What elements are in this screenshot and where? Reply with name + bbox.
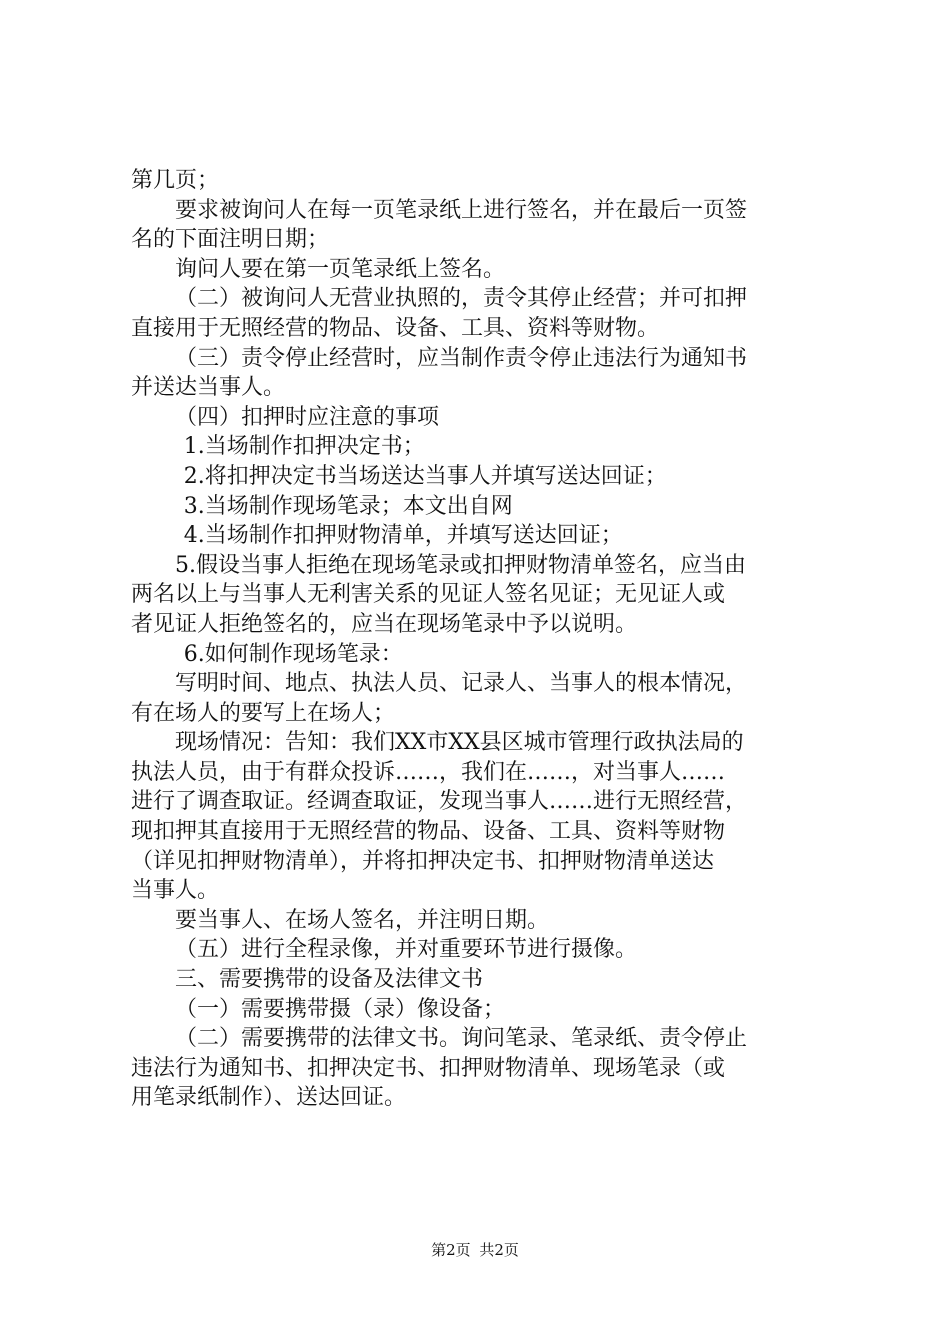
text-line: 要求被询问人在每一页笔录纸上进行签名，并在最后一页签 (175, 197, 748, 223)
page-total: 共2页 (479, 1241, 519, 1259)
text-line: （详见扣押财物清单），并将扣押决定书、扣押财物清单送达 (131, 848, 715, 874)
text-line: （二）被询问人无营业执照的，责令其停止经营；并可扣押 (175, 286, 748, 312)
text-line: （五）进行全程录像，并对重要环节进行摄像。 (175, 937, 638, 963)
text-line: 写明时间、地点、执法人员、记录人、当事人的根本情况， (175, 671, 748, 697)
text-line: 第几页； (131, 168, 220, 193)
text-line: 现场情况：告知：我们XX市XX县区城市管理行政执法局的 (175, 730, 744, 756)
text-line: 3.当场制作现场笔录；本文出自网 (183, 493, 513, 519)
text-line: 进行了调查取证。经调查取证，发现当事人……进行无照经营， (131, 789, 748, 815)
text-line: 者见证人拒绝签名的，应当在现场笔录中予以说明。 (131, 611, 638, 637)
text-line: （二）需要携带的法律文书。询问笔录、笔录纸、责令停止 (175, 1026, 748, 1052)
text-line: 5.假设当事人拒绝在现场笔录或扣押财物清单签名，应当由 (175, 552, 746, 578)
text-line: 有在场人的要写上在场人； (131, 700, 396, 726)
text-line: 6.如何制作现场笔录： (183, 641, 403, 667)
text-line: （四）扣押时应注意的事项 (175, 404, 440, 430)
page-number: 第2页 (431, 1241, 471, 1259)
text-line: 违法行为通知书、扣押决定书、扣押财物清单、现场笔录（或 (131, 1055, 726, 1081)
text-line: 两名以上与当事人无利害关系的见证人签名见证；无见证人或 (131, 582, 726, 608)
text-line: 并送达当事人。 (131, 375, 286, 401)
text-line: 要当事人、在场人签名，并注明日期。 (175, 907, 550, 933)
text-line: （三）责令停止经营时，应当制作责令停止违法行为通知书 (175, 345, 748, 371)
text-line: 2.将扣押决定书当场送达当事人并填写送达回证； (183, 463, 667, 489)
text-line: 4.当场制作扣押财物清单，并填写送达回证； (183, 523, 623, 549)
text-line: 1.当场制作扣押决定书； (183, 434, 425, 460)
text-line: 执法人员，由于有群众投诉……，我们在……，对当事人…… (131, 759, 726, 785)
document-body (131, 166, 835, 1113)
text-line: 名的下面注明日期； (131, 227, 330, 253)
text-line: 三、需要携带的设备及法律文书 (175, 967, 484, 993)
text-line: 直接用于无照经营的物品、设备、工具、资料等财物。 (131, 315, 660, 341)
text-line: 当事人。 (131, 878, 220, 904)
text-line: 询问人要在第一页笔录纸上签名。 (175, 256, 506, 282)
text-line: 现扣押其直接用于无照经营的物品、设备、工具、资料等财物 (131, 819, 726, 845)
page-footer (0, 1240, 950, 1260)
text-line: 用笔录纸制作）、送达回证。 (131, 1085, 407, 1111)
text-line: （一）需要携带摄（录）像设备； (175, 996, 506, 1022)
